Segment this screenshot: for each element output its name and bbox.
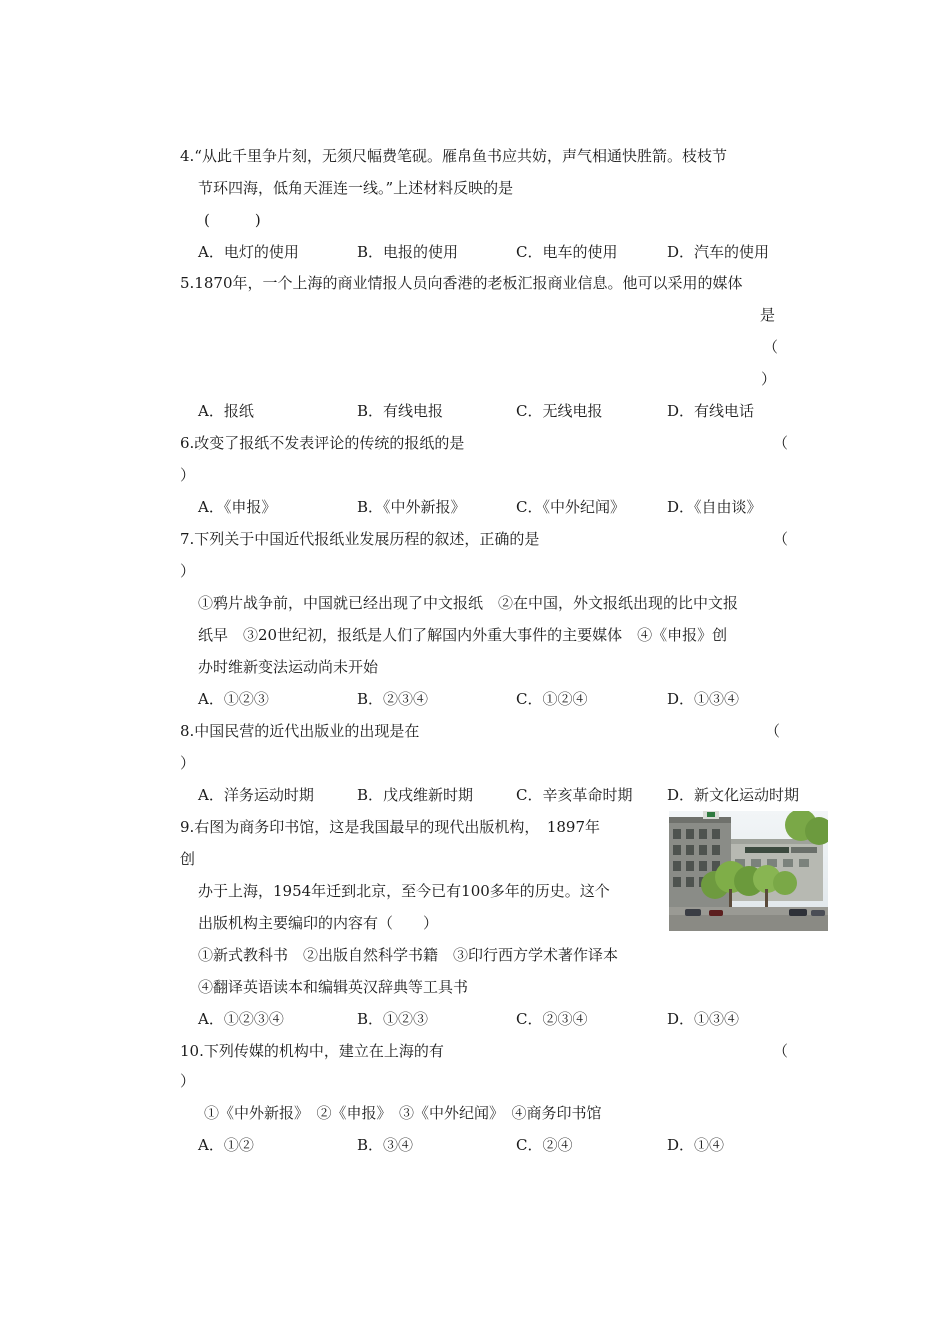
q10-option-c[interactable]: C．②④ <box>516 1136 573 1154</box>
q10-paren-open: （ <box>773 1042 789 1060</box>
q9-option-b[interactable]: B．①②③ <box>357 1010 429 1028</box>
q6-option-a[interactable]: A．《申报》 <box>198 498 277 516</box>
q9-stem-line-2: 创 <box>180 850 196 868</box>
commercial-press-photo <box>669 811 828 931</box>
q10-option-d[interactable]: D．①④ <box>667 1136 725 1154</box>
q4-option-b[interactable]: B．电报的使用 <box>357 243 459 261</box>
q5-paren-close: ） <box>761 370 777 388</box>
q7-statement-line-3: 办时维新变法运动尚未开始 <box>198 658 379 676</box>
q7-option-a[interactable]: A．①②③ <box>198 690 269 708</box>
q4-stem-line-1: 4.“从此千里争片刻，无须尺幅费笔砚。雁帛鱼书应共妨，声气相通快胜箭。枝枝节 <box>180 147 727 165</box>
q10-option-b[interactable]: B．③④ <box>357 1136 414 1154</box>
q6-paren-open: （ <box>773 434 789 452</box>
q4-option-a[interactable]: A．电灯的使用 <box>198 243 299 261</box>
q7-statement-line-1: ①鸦片战争前，中国就已经出现了中文报纸 ②在中国，外文报纸出现的比中文报 <box>198 594 739 612</box>
q9-option-a[interactable]: A．①②③④ <box>198 1010 284 1028</box>
q9-stem-line-4: 出版机构主要编印的内容有（ ） <box>198 914 439 932</box>
q10-option-a[interactable]: A．①② <box>198 1136 254 1154</box>
q9-statement-line-1: ①新式教科书 ②出版自然科学书籍 ③印行西方学术著作译本 <box>198 946 619 964</box>
q4-stem-line-2: 节环四海，低角天涯连一线。”上述材料反映的是 <box>198 179 514 197</box>
q7-stem-line-1: 7.下列关于中国近代报纸业发展历程的叙述，正确的是 <box>180 530 540 548</box>
q7-option-b[interactable]: B．②③④ <box>357 690 429 708</box>
q5-paren-open: （ <box>763 338 779 356</box>
q4-option-d[interactable]: D．汽车的使用 <box>667 243 770 261</box>
q7-option-d[interactable]: D．①③④ <box>667 690 740 708</box>
q9-option-c[interactable]: C．②③④ <box>516 1010 588 1028</box>
q8-paren-close: ） <box>180 754 196 772</box>
q9-option-d[interactable]: D．①③④ <box>667 1010 740 1028</box>
q10-stem-line-1: 10.下列传媒的机构中，建立在上海的有 <box>180 1042 444 1060</box>
q5-stem-line-1: 5.1870年，一个上海的商业情报人员向香港的老板汇报商业信息。他可以采用的媒体 <box>180 274 743 292</box>
q10-statement-line-1: ①《中外新报》 ②《申报》 ③《中外纪闻》 ④商务印书馆 <box>204 1104 602 1122</box>
q4-answer-paren: ( ) <box>204 211 261 229</box>
q8-option-a[interactable]: A．洋务运动时期 <box>198 786 314 804</box>
q6-option-c[interactable]: C．《中外纪闻》 <box>516 498 625 516</box>
q6-option-d[interactable]: D．《自由谈》 <box>667 498 762 516</box>
q7-paren-close: ） <box>180 562 196 580</box>
q5-option-c[interactable]: C．无线电报 <box>516 402 603 420</box>
q5-option-a[interactable]: A．报纸 <box>198 402 254 420</box>
q9-stem-line-1: 9.右图为商务印书馆，这是我国最早的现代出版机构， 1897年 <box>180 818 600 836</box>
q5-stem-wrap-1: 是 <box>760 306 776 324</box>
q10-paren-close: ） <box>180 1072 196 1090</box>
q9-stem-line-3: 办于上海，1954年迁到北京，至今已有100多年的历史。这个 <box>198 882 610 900</box>
q6-option-b[interactable]: B．《中外新报》 <box>357 498 466 516</box>
q8-paren-open: （ <box>765 722 781 740</box>
q8-option-b[interactable]: B．戊戌维新时期 <box>357 786 474 804</box>
q5-option-d[interactable]: D．有线电话 <box>667 402 755 420</box>
q5-option-b[interactable]: B．有线电报 <box>357 402 444 420</box>
q7-paren-open: （ <box>773 530 789 548</box>
q6-paren-close: ） <box>180 466 196 484</box>
q8-stem-line-1: 8.中国民营的近代出版业的出现是在 <box>180 722 420 740</box>
q7-statement-line-2: 纸早 ③20世纪初，报纸是人们了解国内外重大事件的主要媒体 ④《申报》创 <box>198 626 728 644</box>
q8-option-d[interactable]: D．新文化运动时期 <box>667 786 800 804</box>
q6-stem-line-1: 6.改变了报纸不发表评论的传统的报纸的是 <box>180 434 465 452</box>
q8-option-c[interactable]: C．辛亥革命时期 <box>516 786 633 804</box>
q9-statement-line-2: ④翻译英语读本和编辑英汉辞典等工具书 <box>198 978 469 996</box>
q4-option-c[interactable]: C．电车的使用 <box>516 243 618 261</box>
q7-option-c[interactable]: C．①②④ <box>516 690 588 708</box>
